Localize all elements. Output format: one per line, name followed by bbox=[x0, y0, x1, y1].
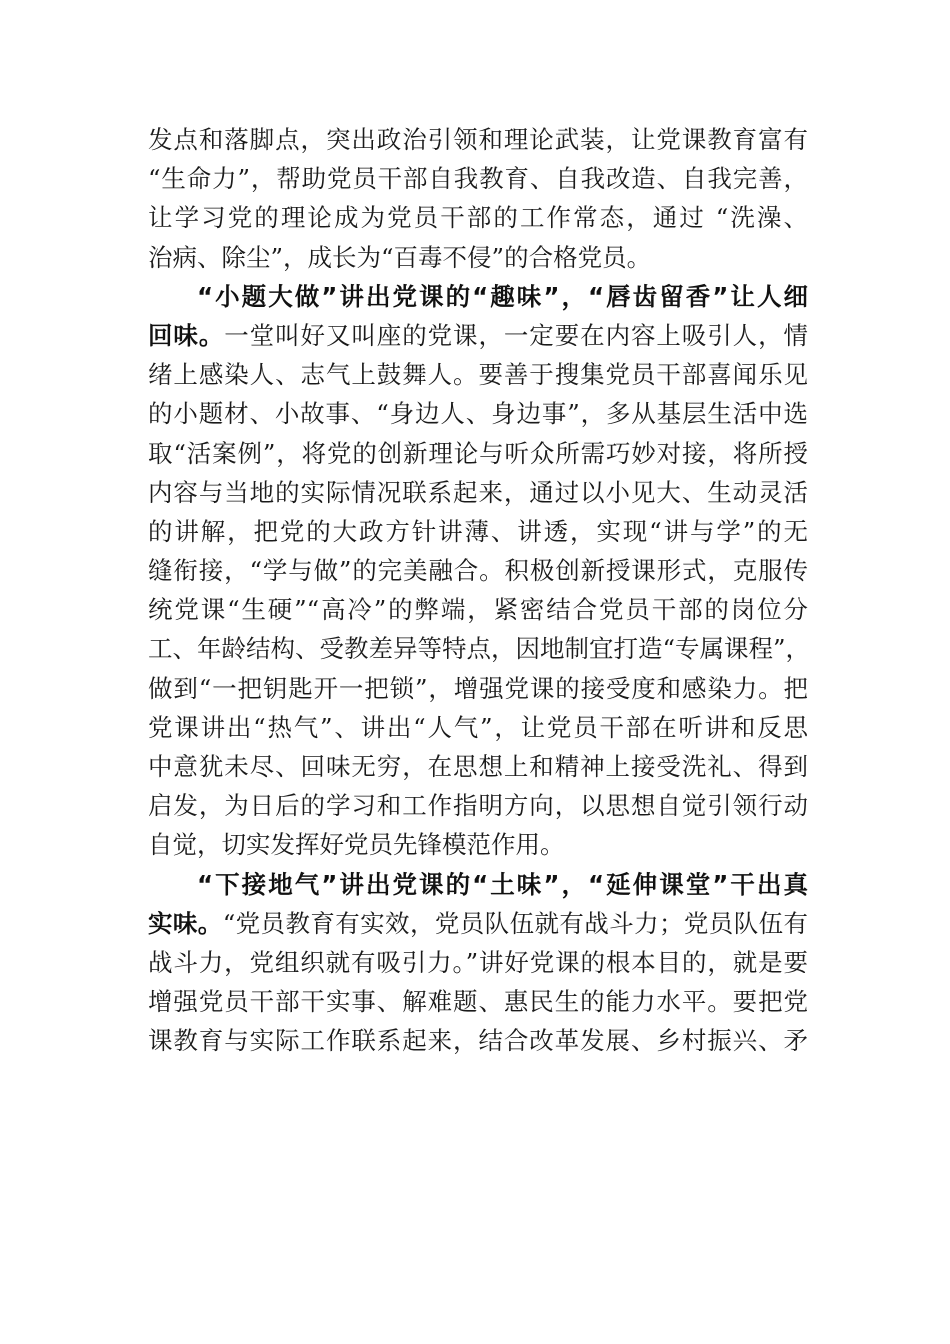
text-line: 启发，为日后的学习和工作指明方向，以思想自觉引领行动 bbox=[148, 791, 808, 821]
text-line: 绪上感染人、志气上鼓舞人。要善于搜集党员干部喜闻乐见 bbox=[148, 360, 808, 390]
body-text bbox=[148, 120, 811, 1061]
text-line: 增强党员干部干实事、解难题、惠民生的能力水平。要把党 bbox=[148, 987, 808, 1017]
text-line: 中意犹未尽、回味无穷，在思想上和精神上接受洗礼、得到 bbox=[148, 752, 808, 781]
text-line: 工、年龄结构、受教差异等特点，因地制宜打造“专属课程”， bbox=[148, 634, 811, 664]
text-line: 内容与当地的实际情况联系起来，通过以小见大、生动灵活 bbox=[148, 477, 808, 507]
text-line: 的小题材、小故事、“身边人、身边事”，多从基层生活中选 bbox=[148, 399, 808, 429]
text-line: 实味。“党员教育有实效，党员队伍就有战斗力；党员队伍有 bbox=[148, 908, 809, 938]
text-line: 统党课“生硬”“高冷”的弊端，紧密结合党员干部的岗位分 bbox=[148, 595, 808, 625]
text-line: 发点和落脚点，突出政治引领和理论武装，让党课教育富有 bbox=[148, 125, 808, 154]
section-heading: 回味。 bbox=[148, 320, 225, 350]
text-line: 自觉，切实发挥好党员先锋模范作用。 bbox=[148, 830, 565, 860]
section-heading: 实味。 bbox=[148, 908, 223, 938]
text-line: 课教育与实际工作联系起来，结合改革发展、乡村振兴、矛 bbox=[148, 1026, 808, 1056]
text-line: 治病、除尘”，成长为“百毒不侵”的合格党员。 bbox=[148, 242, 652, 272]
text-line: 的讲解，把党的大政方针讲薄、讲透，实现“讲与学”的无 bbox=[148, 516, 808, 546]
text-line: 党课讲出“热气”、讲出“人气”，让党员干部在听讲和反思 bbox=[148, 712, 808, 742]
section-heading: “下接地气”讲出党课的“土味”，“延伸课堂”干出真 bbox=[197, 869, 808, 899]
section-heading-line bbox=[148, 865, 808, 904]
text-line: “生命力”，帮助党员干部自我教育、自我改造、自我完善， bbox=[148, 164, 808, 194]
text-line: 做到“一把钥匙开一把锁”，增强党课的接受度和感染力。把 bbox=[148, 673, 808, 703]
text-line: 回味。一堂叫好又叫座的党课，一定要在内容上吸引人，情 bbox=[148, 320, 809, 350]
text-line: 缝衔接，“学与做”的完美融合。积极创新授课形式，克服传 bbox=[148, 556, 808, 586]
text-line: 让学习党的理论成为党员干部的工作常态，通过 “洗澡、 bbox=[148, 203, 808, 233]
section-heading: “小题大做”讲出党课的“趣味”，“唇齿留香”让人细 bbox=[197, 281, 808, 311]
section-heading-line bbox=[148, 277, 808, 316]
text-line: 战斗力，党组织就有吸引力。”讲好党课的根本目的，就是要 bbox=[148, 947, 808, 977]
text-line: 取“活案例”，将党的创新理论与听众所需巧妙对接，将所授 bbox=[148, 438, 808, 468]
